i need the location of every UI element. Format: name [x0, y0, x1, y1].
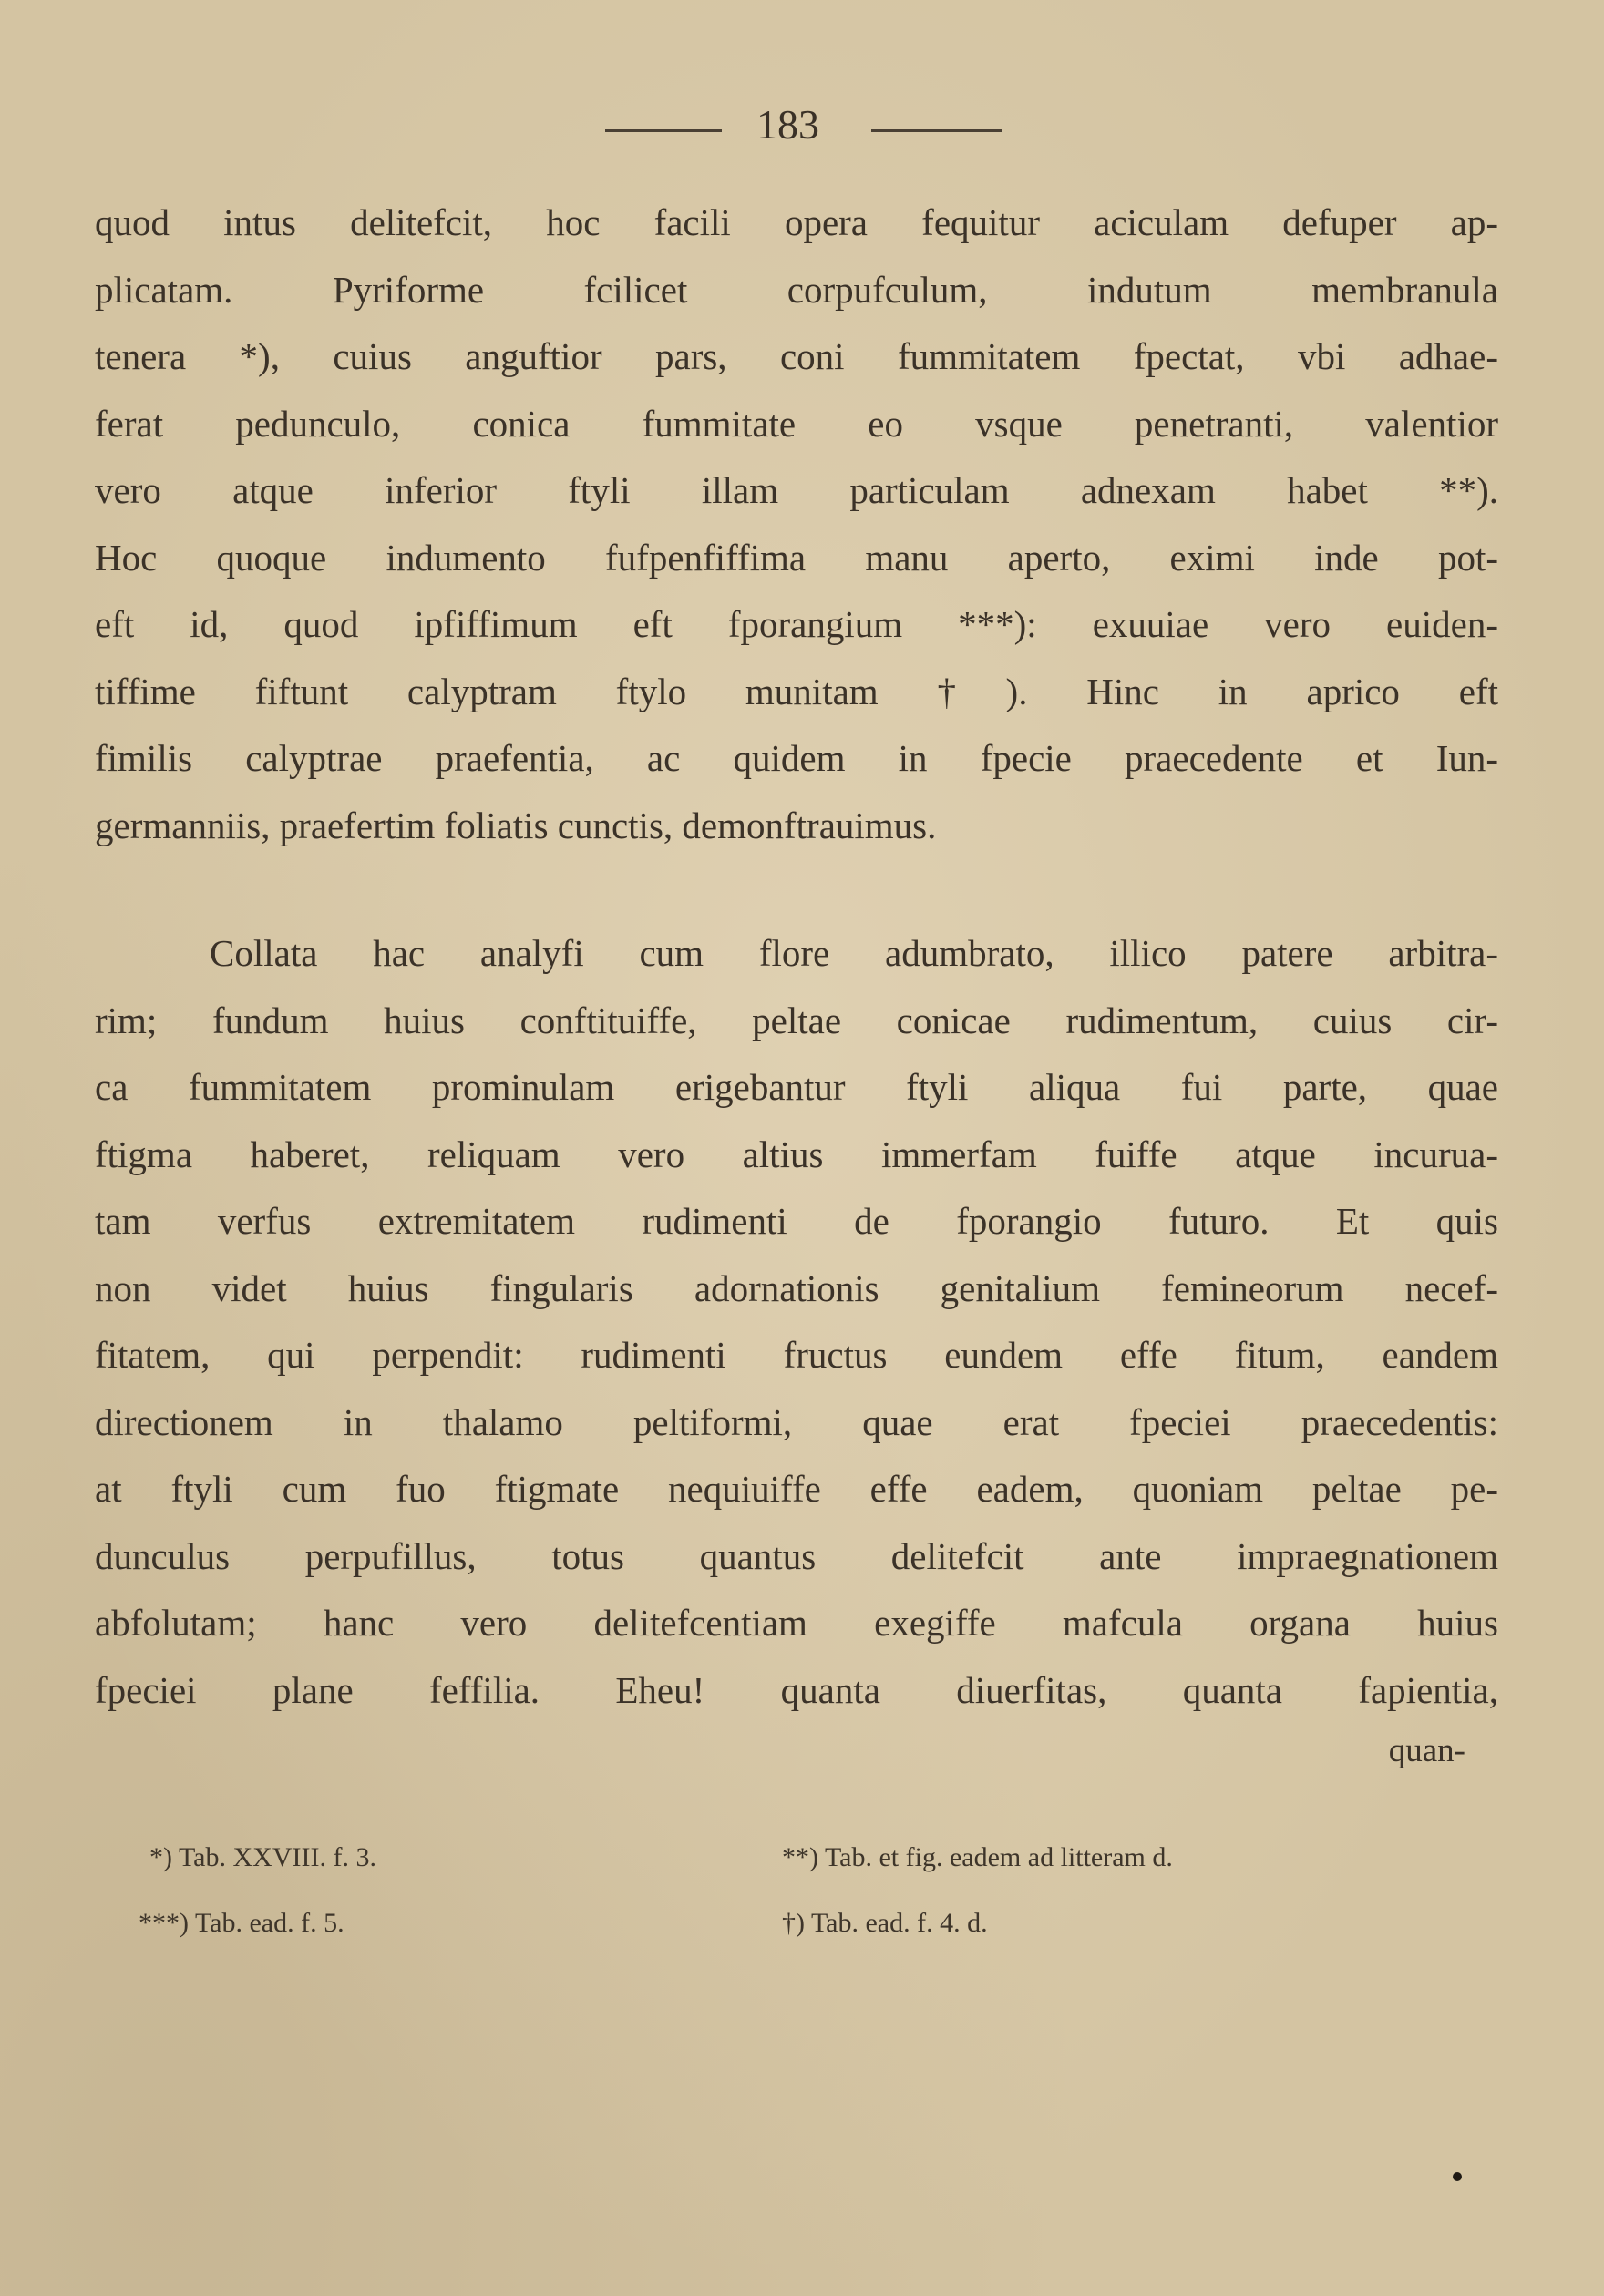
catchword: quan- [1388, 1732, 1465, 1769]
text-line: eft id, quod ipfiffimum eft fporangium ***): exuuiae vero euiden- [95, 603, 1498, 645]
text-line: germanniis, praefertim foliatis cunctis, demonftrauimus. [95, 804, 937, 846]
text-line: ca fummitatem prominulam erigebantur ftyli aliqua fui parte, quae [95, 1066, 1498, 1108]
header-rule-left [605, 129, 722, 132]
footnote-1: *) Tab. XXVIII. f. 3. [149, 1842, 376, 1872]
footnote-2: **) Tab. et fig. eadem ad litteram d. [782, 1842, 1173, 1872]
header-rule-right [871, 129, 1002, 132]
footnote-4: †) Tab. ead. f. 4. d. [782, 1908, 988, 1938]
text-line: rim; fundum huius conftituiffe, peltae conicae rudimentum, cuius cir- [95, 999, 1498, 1041]
footnote-3: ***) Tab. ead. f. 5. [139, 1908, 344, 1938]
text-line: fimilis calyptrae praefentia, ac quidem in fpecie praecedente et Iun- [95, 737, 1498, 779]
page-header [0, 98, 1604, 153]
text-line: abfolutam; hanc vero delitefcentiam exegiffe mafcula organa huius [95, 1602, 1498, 1644]
page-number: 183 [756, 101, 819, 148]
ink-speck [1453, 2172, 1462, 2181]
paragraph-2 [95, 920, 1498, 1724]
text-line: directionem in thalamo peltiformi, quae erat fpeciei praecedentis: [95, 1400, 1498, 1443]
text-line: at ftyli cum fuo ftigmate nequiuiffe effe eadem, quoniam peltae pe- [95, 1468, 1498, 1510]
text-line: fitatem, qui perpendit: rudimenti fructus eundem effe fitum, eandem [95, 1334, 1498, 1376]
text-line: dunculus perpufillus, totus quantus delitefcit ante impraegnationem [95, 1534, 1498, 1577]
text-line: fpeciei plane feffilia. Eheu! quanta diuerfitas, quanta fapientia, [95, 1668, 1498, 1711]
text-line: ferat pedunculo, conica fummitate eo vsque penetranti, valentior [95, 402, 1498, 445]
text-line: vero atque inferior ftyli illam particulam adnexam habet **). [95, 469, 1498, 511]
text-line: plicatam. Pyriforme fcilicet corpufculum, indutum membranula [95, 268, 1498, 311]
text-line: tam verfus extremitatem rudimenti de fporangio futuro. Et quis [95, 1200, 1498, 1242]
paragraph-1 [95, 190, 1498, 859]
text-line: Collata hac analyfi cum flore adumbrato, illico patere arbitra- [210, 932, 1498, 974]
text-line: Hoc quoque indumento fufpenfiffima manu aperto, eximi inde pot- [95, 536, 1498, 579]
text-line: ftigma haberet, reliquam vero altius immerfam fuiffe atque incurua- [95, 1133, 1498, 1175]
text-line: non videt huius fingularis adornationis genitalium femineorum necef- [95, 1266, 1498, 1309]
text-line: tenera *), cuius anguftior pars, coni fummitatem fpectat, vbi adhae- [95, 335, 1498, 377]
text-line: quod intus delitefcit, hoc facili opera fequitur aciculam defuper ap- [95, 201, 1498, 243]
text-line: tiffime fiftunt calyptram ftylo munitam †). Hinc in aprico eft [95, 670, 1498, 712]
